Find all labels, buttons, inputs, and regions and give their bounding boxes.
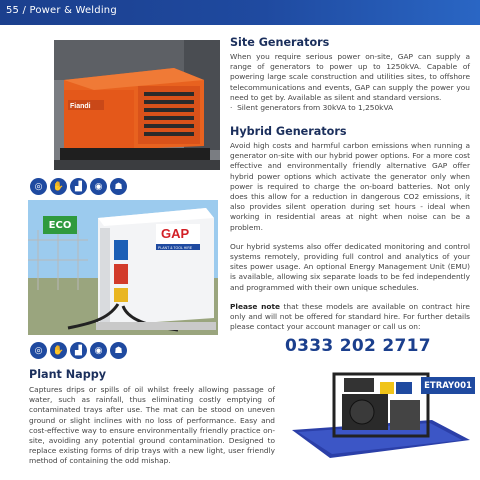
hybrid-generators-section — [230, 125, 470, 332]
note-label: Please note — [230, 301, 280, 311]
gap-logo: GAP — [161, 226, 190, 241]
bullet-dot: · — [230, 103, 238, 113]
page-header-bar — [0, 0, 480, 25]
plant-nappy-body: Captures drips or spills of oil whilst freely allowing passage of water, such as rainfall, thus eliminating costly emptying of contaminated trays after use. The mat can be stood on uneven ground or slight inclines with no loss of performance. Easy and cost-effective way to ensure environmentally friendly practice on-site, avoiding any potential ground contamination. Designed to replace existing forms of drip trays with a new light, user friendly method of containing the odd mishap. — [29, 385, 275, 466]
plant-nappy-heading: Plant Nappy — [29, 368, 107, 381]
breadcrumb: 55 / Power & Welding — [6, 5, 117, 16]
plant-nappy-photo — [282, 360, 476, 466]
eco-badge: ECO — [43, 216, 77, 234]
eye-protection-icon: ◉ — [90, 342, 107, 359]
site-generators-body: When you require serious power on-site, GAP can supply a range of generators to power up to 1250kVA. Capable of powering large scale construction and utilities sites, to offshore telecommunications and events, GAP can supply the power you need to get by. Available as silent and standard versions. — [230, 52, 470, 102]
hybrid-generators-body-2: Our hybrid systems also offer dedicated monitoring and control systems remotely, providing full control and analytics of your sites power usage. An optional Energy Management Unit (EMU) is available, allowing six separate loads to be fed independently and programmed with their own unique schedules. — [230, 241, 470, 292]
hybrid-generators-note — [230, 302, 470, 333]
phone-number: 0333 202 2717 — [285, 336, 431, 356]
site-generator-photo — [54, 40, 220, 170]
site-generators-section — [230, 36, 470, 113]
hybrid-generators-body-1: Avoid high costs and harmful carbon emissions when running a generator on-site with our hybrid power options. For a more cost effective and environmentally friendly alternative GAP offer hybrid power options which activate the generator only when power is required to charge the on-board batteries. Not only does this allow for a reduction in dangerous CO2 emissions, it also provides silent operation during set hours - ideal when working in residential areas at night when noise can be a problem. — [230, 141, 470, 232]
plant-nappy-section — [29, 368, 275, 467]
ppe-icons-row-2 — [30, 342, 127, 359]
hearing-protection-icon: ◎ — [30, 342, 47, 359]
person-icon: ☗ — [110, 342, 127, 359]
gen1-brand-label: Fiandi — [70, 103, 91, 110]
gap-tagline: PLANT & TOOL HIRE — [158, 246, 193, 250]
site-generator-illustration — [54, 40, 220, 170]
plant-nappy-illustration — [282, 360, 476, 466]
site-generators-heading: Site Generators — [230, 36, 330, 49]
hearing-protection-icon: ◎ — [30, 178, 47, 195]
hybrid-generators-heading: Hybrid Generators — [230, 125, 347, 138]
safety-boots-icon: ▟ — [70, 178, 87, 195]
site-generators-bullet — [230, 103, 470, 113]
person-icon: ☗ — [110, 178, 127, 195]
site-generators-bullet-text: Silent generators from 30kVA to 1,250kVA — [237, 103, 394, 113]
ppe-icons-row-1 — [30, 178, 127, 195]
etray-product-code: ETRAY001 — [421, 377, 475, 394]
gloves-icon: ✋ — [50, 178, 67, 195]
note-text: that these models are available on contract hire only and will not be offered for standard hire. For further details please contact your account manager or call us on: — [230, 301, 470, 332]
gloves-icon: ✋ — [50, 342, 67, 359]
safety-boots-icon: ▟ — [70, 342, 87, 359]
eye-protection-icon: ◉ — [90, 178, 107, 195]
